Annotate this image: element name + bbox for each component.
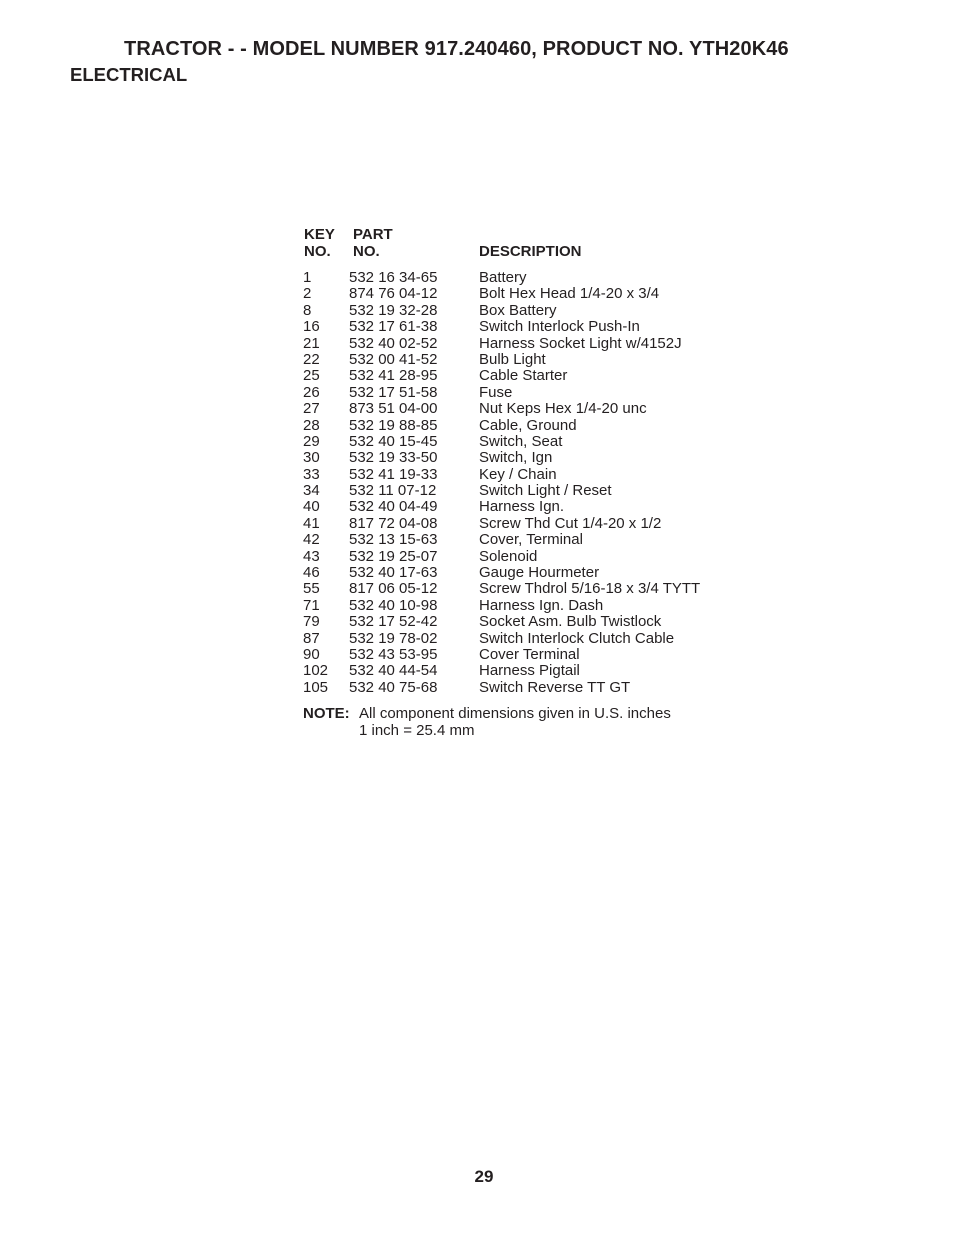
- row-key-no: 43: [303, 547, 320, 565]
- row-description: Fuse: [479, 383, 513, 401]
- table-row: [303, 303, 743, 319]
- row-part-no: 532 41 19-33: [349, 465, 438, 483]
- row-description: Bulb Light: [479, 350, 546, 368]
- row-key-no: 90: [303, 645, 320, 663]
- row-description: Solenoid: [479, 547, 538, 565]
- row-part-no: 817 06 05-12: [349, 580, 438, 598]
- table-row: [303, 516, 743, 532]
- row-key-no: 25: [303, 367, 320, 385]
- row-description: Cable, Ground: [479, 416, 577, 434]
- row-part-no: 532 19 33-50: [349, 449, 438, 467]
- row-key-no: 41: [303, 514, 320, 532]
- table-row: [303, 352, 743, 368]
- row-description: Cover Terminal: [479, 645, 580, 663]
- row-description: Bolt Hex Head 1/4-20 x 3/4: [479, 285, 660, 303]
- row-part-no: 532 19 32-28: [349, 301, 438, 319]
- header-part-no: PART NO.: [353, 226, 393, 260]
- row-key-no: 1: [303, 269, 312, 286]
- row-description: Harness Ign.: [479, 498, 565, 516]
- table-row: [303, 483, 743, 499]
- table-row: [303, 270, 743, 286]
- row-part-no: 532 40 04-49: [349, 498, 438, 516]
- row-key-no: 2: [303, 285, 312, 303]
- note-line-2: 1 inch = 25.4 mm: [359, 721, 475, 739]
- row-part-no: 532 40 15-45: [349, 432, 438, 450]
- row-key-no: 16: [303, 318, 320, 336]
- table-row: [303, 647, 743, 663]
- row-description: Switch Interlock Clutch Cable: [479, 629, 675, 647]
- table-row: [303, 581, 743, 597]
- row-description: Nut Keps Hex 1/4-20 unc: [479, 400, 647, 418]
- table-row: [303, 401, 743, 417]
- row-part-no: 532 17 61-38: [349, 318, 438, 336]
- table-row: [303, 532, 743, 548]
- table-row: [303, 598, 743, 614]
- header-key-no: KEY NO.: [304, 226, 335, 260]
- table-row: [303, 286, 743, 302]
- table-row: [303, 499, 743, 515]
- row-part-no: 817 72 04-08: [349, 514, 438, 532]
- note-line-1: [303, 706, 671, 723]
- row-part-no: 532 11 07-12: [349, 482, 437, 500]
- table-row: [303, 336, 743, 352]
- row-part-no: 532 41 28-95: [349, 367, 438, 385]
- row-description: Box Battery: [479, 301, 557, 319]
- row-description: Switch Interlock Push-In: [479, 318, 640, 336]
- table-row: [303, 418, 743, 434]
- row-part-no: 532 40 75-68: [349, 678, 438, 696]
- row-key-no: 87: [303, 629, 320, 647]
- row-description: Harness Ign. Dash: [479, 596, 604, 614]
- row-part-no: 532 19 25-07: [349, 547, 438, 565]
- table-row: [303, 467, 743, 483]
- row-description: Switch Light / Reset: [479, 482, 612, 500]
- row-key-no: 102: [303, 662, 329, 680]
- row-part-no: 532 17 51-58: [349, 383, 438, 401]
- row-description: Harness Pigtail: [479, 662, 580, 680]
- row-key-no: 71: [303, 596, 320, 614]
- row-key-no: 8: [303, 301, 312, 319]
- row-key-no: 34: [303, 482, 320, 500]
- table-row: [303, 549, 743, 565]
- row-key-no: 42: [303, 531, 320, 549]
- table-row: [303, 680, 743, 696]
- row-description: Screw Thd Cut 1/4-20 x 1/2: [479, 514, 662, 532]
- row-key-no: 28: [303, 416, 320, 434]
- row-key-no: 79: [303, 613, 320, 631]
- row-part-no: 532 13 15-63: [349, 531, 438, 549]
- table-row: [303, 631, 743, 647]
- row-description: Harness Socket Light w/4152J: [479, 334, 682, 352]
- row-part-no: 532 17 52-42: [349, 613, 438, 631]
- row-key-no: 27: [303, 400, 320, 418]
- row-part-no: 532 00 41-52: [349, 350, 438, 368]
- note-label: NOTE:: [303, 705, 350, 722]
- row-key-no: 30: [303, 449, 320, 467]
- header-description: DESCRIPTION: [479, 243, 582, 260]
- row-key-no: 33: [303, 465, 320, 483]
- row-description: Socket Asm. Bulb Twistlock: [479, 613, 662, 631]
- parts-list-rows: [303, 270, 743, 696]
- page-title: TRACTOR - - MODEL NUMBER 917.240460, PRODUCT NO. YTH20K46: [124, 38, 789, 60]
- table-row: [303, 319, 743, 335]
- table-row: [303, 385, 743, 401]
- section-title: ELECTRICAL: [70, 64, 188, 85]
- page-number: 29: [474, 1167, 494, 1186]
- note-text: All component dimensions given in U.S. inches: [359, 705, 671, 722]
- row-key-no: 46: [303, 564, 320, 582]
- row-description: Screw Thdrol 5/16-18 x 3/4 TYTT: [479, 580, 701, 598]
- row-part-no: 532 19 78-02: [349, 629, 438, 647]
- row-part-no: 532 40 17-63: [349, 564, 438, 582]
- row-key-no: 40: [303, 498, 320, 516]
- row-key-no: 21: [303, 334, 320, 352]
- row-description: Switch Reverse TT GT: [479, 678, 631, 696]
- table-row: [303, 663, 743, 679]
- row-description: Switch, Seat: [479, 432, 563, 450]
- note: [303, 706, 671, 739]
- table-row: [303, 368, 743, 384]
- parts-list: [303, 226, 743, 696]
- table-row: [303, 565, 743, 581]
- row-part-no: 532 16 34-65: [349, 269, 438, 286]
- row-description: Battery: [479, 269, 527, 286]
- row-description: Gauge Hourmeter: [479, 564, 600, 582]
- row-key-no: 22: [303, 350, 320, 368]
- parts-list-header: [303, 226, 743, 266]
- row-part-no: 532 40 02-52: [349, 334, 438, 352]
- row-part-no: 874 76 04-12: [349, 285, 438, 303]
- row-description: Cover, Terminal: [479, 531, 583, 549]
- row-part-no: 532 19 88-85: [349, 416, 438, 434]
- row-part-no: 873 51 04-00: [349, 400, 438, 418]
- row-description: Key / Chain: [479, 465, 557, 483]
- row-part-no: 532 40 10-98: [349, 596, 438, 614]
- row-part-no: 532 43 53-95: [349, 645, 438, 663]
- row-part-no: 532 40 44-54: [349, 662, 438, 680]
- row-key-no: 55: [303, 580, 320, 598]
- row-description: Cable Starter: [479, 367, 568, 385]
- table-row: [303, 450, 743, 466]
- row-key-no: 29: [303, 432, 320, 450]
- row-description: Switch, Ign: [479, 449, 553, 467]
- table-row: [303, 614, 743, 630]
- table-row: [303, 434, 743, 450]
- row-key-no: 26: [303, 383, 320, 401]
- row-key-no: 105: [303, 678, 329, 696]
